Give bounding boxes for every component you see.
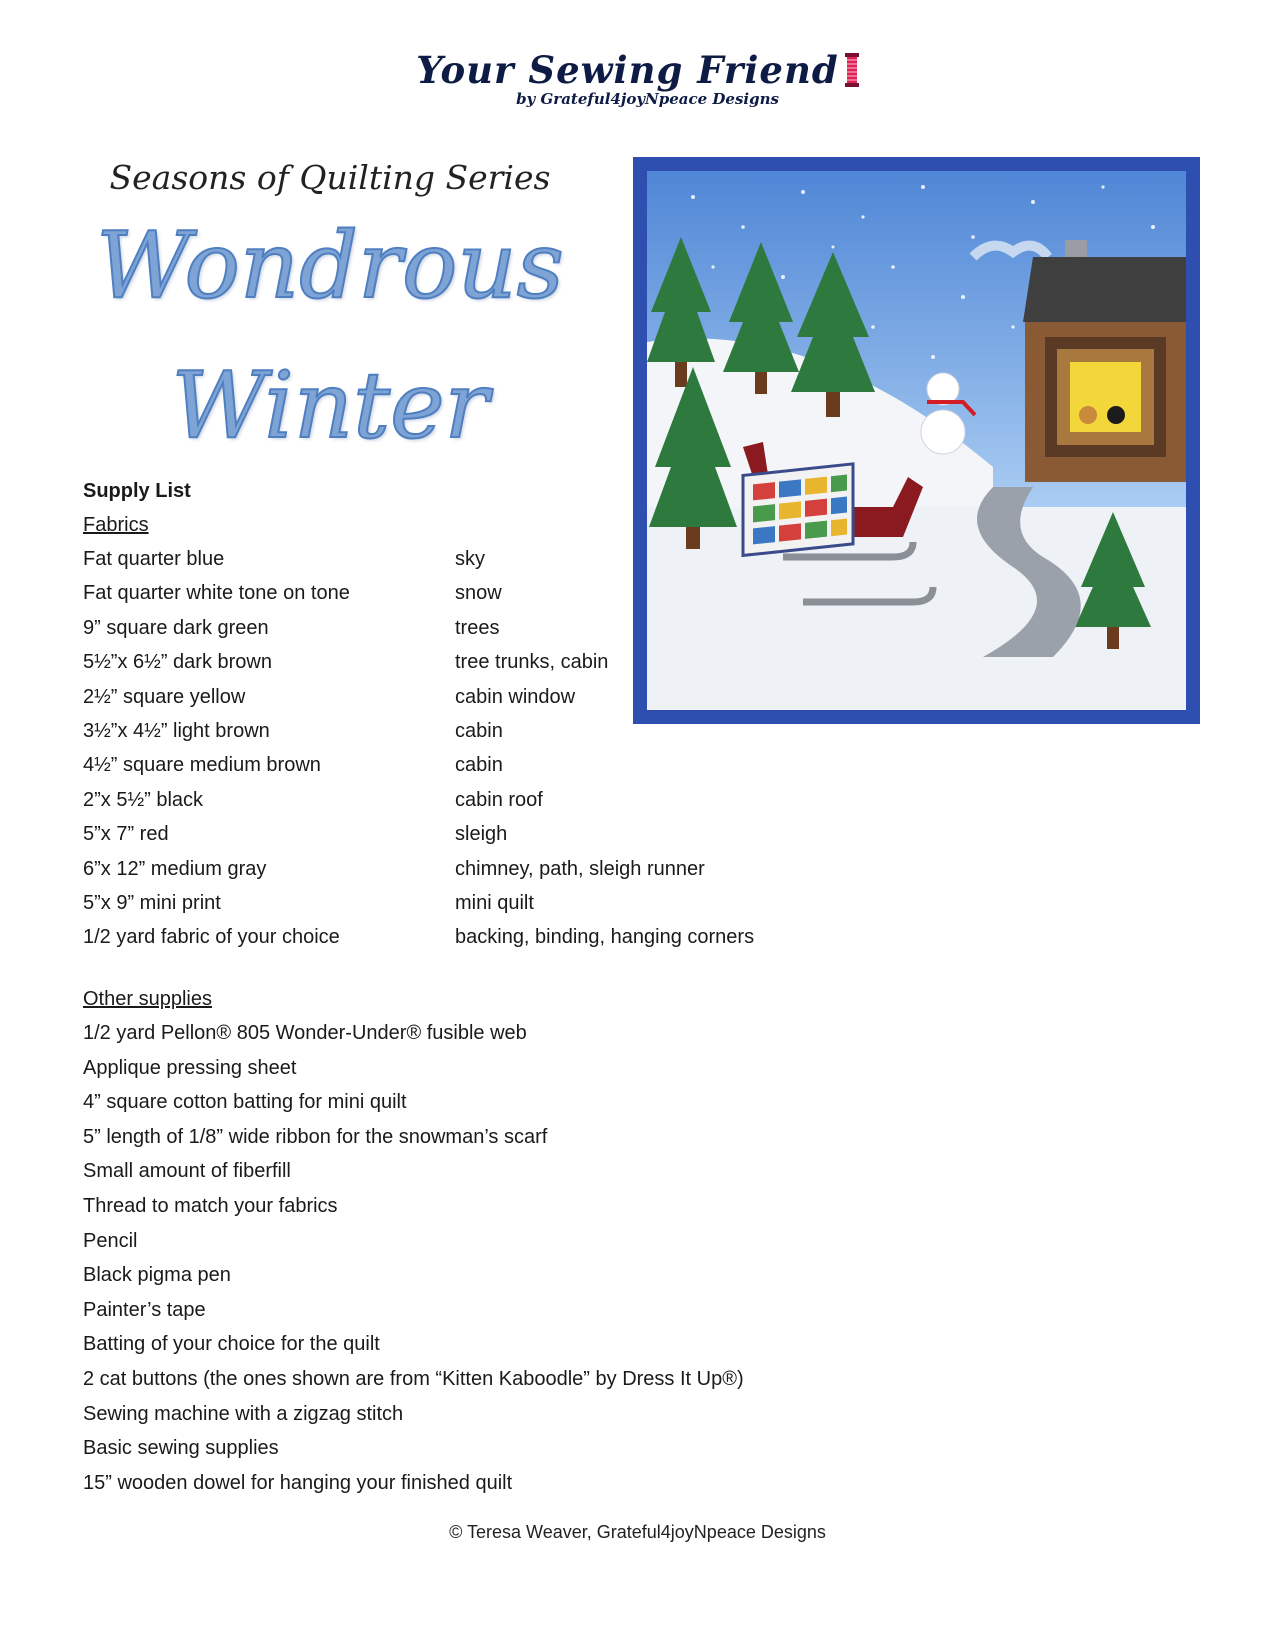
fabric-row [83, 892, 803, 922]
logo-wordmark: Your Sewing Friend [416, 48, 839, 92]
fabric-use: tree trunks, cabin [455, 651, 609, 674]
fabric-item: 3½”x 4½” light brown [83, 720, 270, 742]
fabric-row [83, 926, 803, 956]
list-item: Applique pressing sheet [83, 1056, 297, 1079]
fabric-row [83, 686, 803, 716]
logo-tagline: by Grateful4joyNpeace Designs [516, 90, 779, 108]
copyright-footer: © Teresa Weaver, Grateful4joyNpeace Designs [449, 1522, 826, 1542]
list-item: 1/2 yard Pellon® 805 Wonder-Under® fusible web [83, 1022, 527, 1044]
list-item: Small amount of fiberfill [83, 1160, 291, 1183]
fabric-use: backing, binding, hanging corners [455, 926, 755, 949]
fabric-row [83, 858, 803, 888]
fabric-use: cabin roof [455, 788, 543, 811]
mini-quilt [743, 464, 853, 556]
brand-logo [0, 48, 1275, 108]
fabric-item: 6”x 12” medium gray [83, 857, 267, 880]
fabric-use: chimney, path, sleigh runner [455, 857, 705, 880]
fabric-use: mini quilt [455, 892, 534, 914]
list-item: Black pigma pen [83, 1264, 231, 1287]
fabric-item: 5½”x 6½” dark brown [83, 651, 272, 674]
fabric-row [83, 720, 803, 750]
list-item: Painter’s tape [83, 1298, 206, 1321]
pattern-title-line2: Winter [171, 352, 489, 459]
fabric-item: 5”x 7” red [83, 823, 169, 846]
fabric-item: Fat quarter white tone on tone [83, 582, 350, 605]
list-item: 15” wooden dowel for hanging your finished quilt [83, 1471, 513, 1494]
fabric-item: 4½” square medium brown [83, 754, 321, 777]
list-item: 2 cat buttons (the ones shown are from “Kitten Kaboodle” by Dress It Up®) [83, 1367, 744, 1390]
cabin-window [1070, 362, 1141, 432]
fabric-use: cabin [455, 720, 503, 742]
fabric-item: 1/2 yard fabric of your choice [83, 926, 340, 949]
other-supplies-heading: Other supplies [83, 988, 212, 1010]
fabric-item: Fat quarter blue [83, 548, 225, 570]
cabin-roof [1023, 257, 1186, 322]
fabric-row [83, 582, 803, 612]
fabric-item: 2”x 5½” black [83, 788, 204, 811]
cat-button-black [1107, 406, 1125, 424]
fabric-use: sky [455, 548, 485, 570]
fabric-row [83, 651, 803, 681]
fabric-row [83, 789, 803, 819]
fabric-row [83, 548, 803, 578]
thread-spool-icon [845, 53, 859, 87]
list-item: Pencil [83, 1229, 138, 1252]
fabric-row [83, 617, 803, 647]
pattern-title-line1: Wondrous [96, 212, 564, 319]
fabric-item: 5”x 9” mini print [83, 892, 221, 914]
fabric-use: cabin window [455, 685, 576, 708]
list-item: 4” square cotton batting for mini quilt [83, 1091, 407, 1114]
series-title: Seasons of Quilting Series [109, 158, 551, 197]
fabric-use: cabin [455, 754, 503, 777]
supply-list-heading: Supply List [83, 480, 191, 502]
list-item: Sewing machine with a zigzag stitch [83, 1402, 404, 1425]
fabric-use: sleigh [455, 823, 508, 846]
fabrics-heading: Fabrics [83, 514, 149, 536]
fabric-row [83, 823, 803, 853]
cat-button-orange [1079, 406, 1097, 424]
list-item: Batting of your choice for the quilt [83, 1333, 380, 1356]
fabric-row [83, 754, 803, 784]
list-item: Basic sewing supplies [83, 1437, 279, 1460]
list-item: Thread to match your fabrics [83, 1194, 338, 1217]
fabric-use: trees [455, 616, 500, 639]
fabric-item: 2½” square yellow [83, 685, 246, 708]
fabric-use: snow [455, 582, 502, 605]
list-item: 5” length of 1/8” wide ribbon for the snowman’s scarf [83, 1125, 548, 1148]
other-supplies-list [83, 1022, 744, 1506]
fabric-item: 9” square dark green [83, 616, 269, 639]
